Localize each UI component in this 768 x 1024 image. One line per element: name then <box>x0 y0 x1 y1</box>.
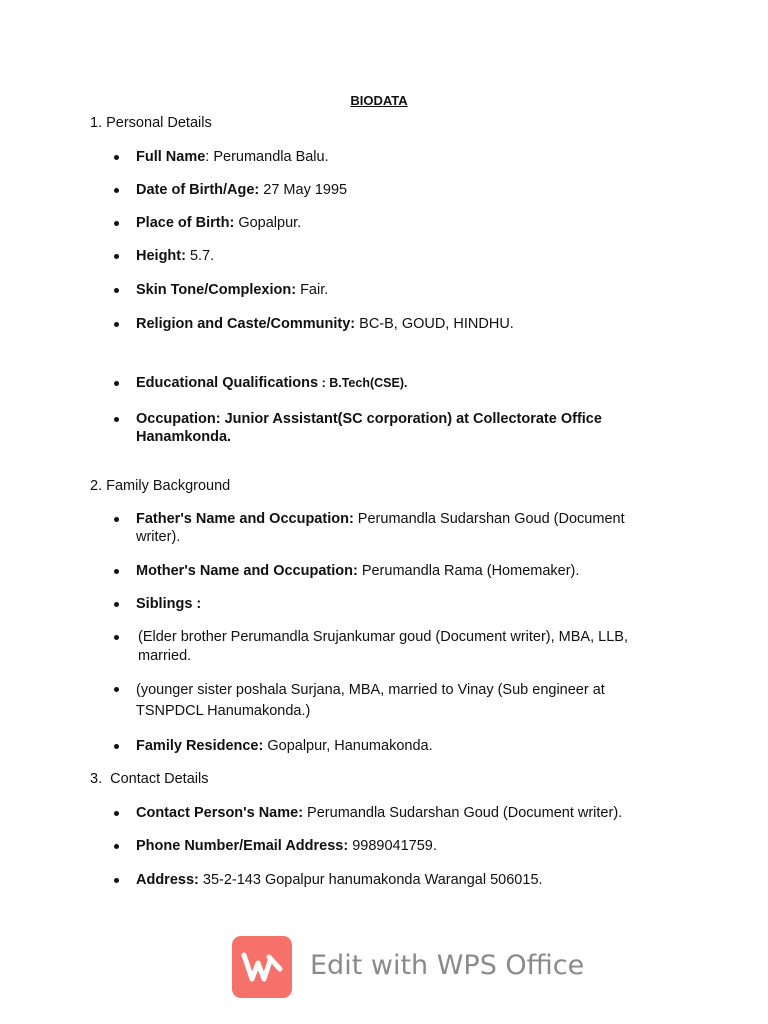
document-title: BIODATA <box>350 93 408 108</box>
mother-label: Mother's Name and Occupation: <box>136 563 358 579</box>
mother-value: Perumandla Rama (Homemaker). <box>357 563 580 579</box>
father-label: Father's Name and Occupation: <box>136 511 354 527</box>
bullet-icon <box>114 744 119 749</box>
bullet-icon <box>114 417 119 422</box>
contact-person-label: Contact Person's Name: <box>136 805 304 821</box>
dob-label: Date of Birth/Age: <box>136 182 260 198</box>
edit-with-wps-link[interactable]: Edit with WPS Office <box>310 950 585 981</box>
section-heading-personal: 1. Personal Details <box>90 115 212 131</box>
bullet-icon <box>114 517 119 522</box>
pob-value: Gopalpur. <box>234 215 302 231</box>
bullet-icon <box>114 188 119 193</box>
section-heading-contact: 3. Contact Details <box>90 771 209 787</box>
pob-label: Place of Birth: <box>136 215 235 231</box>
siblings-label: Siblings : <box>136 596 202 612</box>
bullet-icon <box>114 381 119 386</box>
religion-value: BC-B, GOUD, HINDHU. <box>355 316 514 332</box>
bullet-icon <box>114 288 119 293</box>
skin-value: Fair. <box>296 282 329 298</box>
sibling-2-text: (younger sister poshala Surjana, MBA, married to Vinay (Sub engineer at TSNPDCL Hanumakonda.) <box>136 682 605 719</box>
bullet-icon <box>114 155 119 160</box>
education-value: : B.Tech(CSE). <box>318 376 408 390</box>
sibling-1-text: (Elder brother Perumandla Srujankumar goud (Document writer), MBA, LLB, married. <box>138 629 628 664</box>
bullet-icon <box>114 569 119 574</box>
bullet-icon <box>114 844 119 849</box>
wps-w-glyph-icon <box>240 947 284 987</box>
phone-label: Phone Number/Email Address: <box>136 838 349 854</box>
bullet-icon <box>114 687 119 692</box>
education-label: Educational Qualifications <box>136 375 319 391</box>
section-heading-family: 2. Family Background <box>90 478 231 494</box>
address-label: Address: <box>136 872 199 888</box>
residence-value: Gopalpur, Hanumakonda. <box>263 738 433 754</box>
bullet-icon <box>114 602 119 607</box>
bullet-icon <box>114 635 119 640</box>
father-value: Perumandla Sudarshan Goud (Document writer). <box>136 511 625 545</box>
religion-label: Religion and Caste/Community: <box>136 316 356 332</box>
full-name-label: Full Name <box>136 149 206 165</box>
phone-value: 9989041759. <box>348 838 437 854</box>
contact-person-value: Perumandla Sudarshan Goud (Document writer). <box>303 805 623 821</box>
address-value: 35-2-143 Gopalpur hanumakonda Warangal 506015. <box>198 872 543 888</box>
residence-label: Family Residence: <box>136 738 264 754</box>
bullet-icon <box>114 221 119 226</box>
bullet-icon <box>114 878 119 883</box>
wps-logo-icon[interactable] <box>232 936 292 998</box>
height-label: Height: <box>136 248 186 264</box>
bullet-icon <box>114 254 119 259</box>
full-name-value: : Perumandla Balu. <box>205 149 329 165</box>
occupation-text: Occupation: Junior Assistant(SC corporation) at Collectorate Office Hanamkonda. <box>136 411 602 445</box>
dob-value: 27 May 1995 <box>259 182 348 198</box>
skin-label: Skin Tone/Complexion: <box>136 282 297 298</box>
bullet-icon <box>114 322 119 327</box>
bullet-icon <box>114 811 119 816</box>
height-value: 5.7. <box>185 248 215 264</box>
